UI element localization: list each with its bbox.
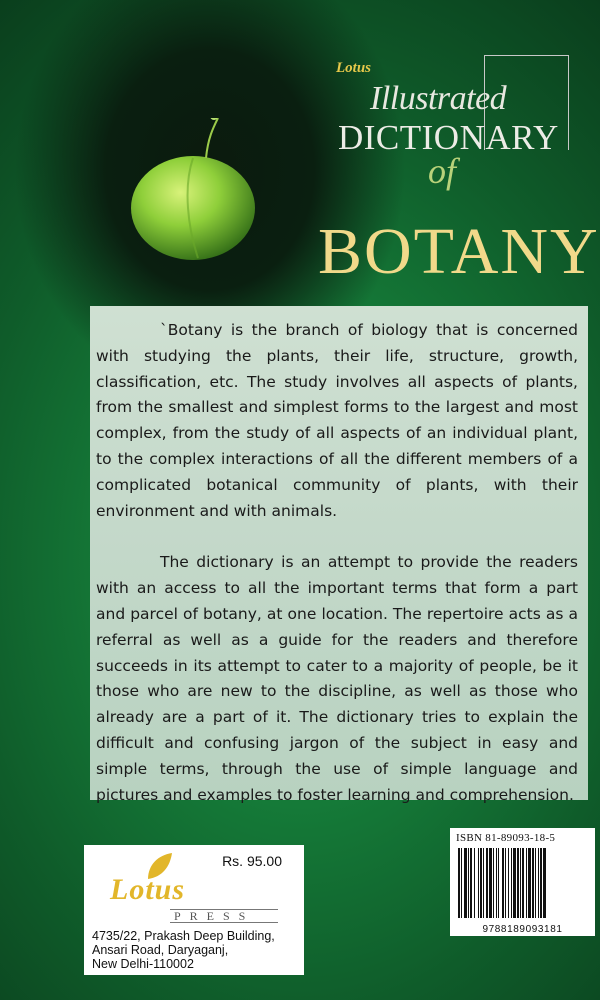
description-panel bbox=[90, 306, 588, 804]
address-line-2: Ansari Road, Daryaganj, bbox=[92, 943, 229, 957]
description-paragraph-1: `Botany is the branch of biology that is concerned with studying the plants, their life, structure, growth, classification, etc. The study involves all aspects of plants, from the smallest and simplest forms to the largest and most complex, from the study of all aspects of an individual plant, to the complex interactions of all the different members of a complicated botanical community of plants, with their environment and with animals. bbox=[96, 321, 578, 520]
title-botany: BOTANY bbox=[318, 215, 600, 288]
address-line-3: New Delhi-110002 bbox=[92, 957, 194, 971]
description-paragraph-2: The dictionary is an attempt to provide the readers with an access to all the important terms that form a part and parcel of botany, at one location. The repertoire acts as a referral as well as a guide for the readers and therefore succeeds in its attempt to cater to a majority of people, be it those who are new to the discipline, as well as those who already are a part of it. The dictionary tries to explain the difficult and confusing jargon of the subject in easy and simple terms, through the use of simple language and pictures and examples to foster learning and comprehension. bbox=[96, 553, 578, 804]
barcode-number: 9788189093181 bbox=[482, 924, 563, 935]
title-of: of bbox=[428, 151, 457, 191]
price-label: Rs. 95.00 bbox=[222, 853, 282, 869]
barcode-icon bbox=[456, 848, 589, 918]
publisher-box bbox=[84, 845, 304, 975]
title-dictionary: DICTIONARY bbox=[338, 118, 559, 157]
title-frame-right bbox=[568, 55, 569, 150]
green-fruit-image bbox=[118, 118, 268, 268]
publisher-name: Lotus bbox=[110, 873, 186, 906]
title-frame-top bbox=[484, 55, 569, 56]
address-line-1: 4735/22, Prakash Deep Building, bbox=[92, 929, 275, 943]
publisher-address bbox=[92, 929, 275, 971]
title-illustrated: Illustrated bbox=[370, 80, 507, 117]
isbn-label: ISBN 81-89093-18-5 bbox=[456, 832, 556, 844]
barcode-box bbox=[450, 828, 595, 936]
series-logo: Lotus bbox=[336, 60, 372, 76]
publisher-subname: PRESS bbox=[174, 909, 255, 923]
